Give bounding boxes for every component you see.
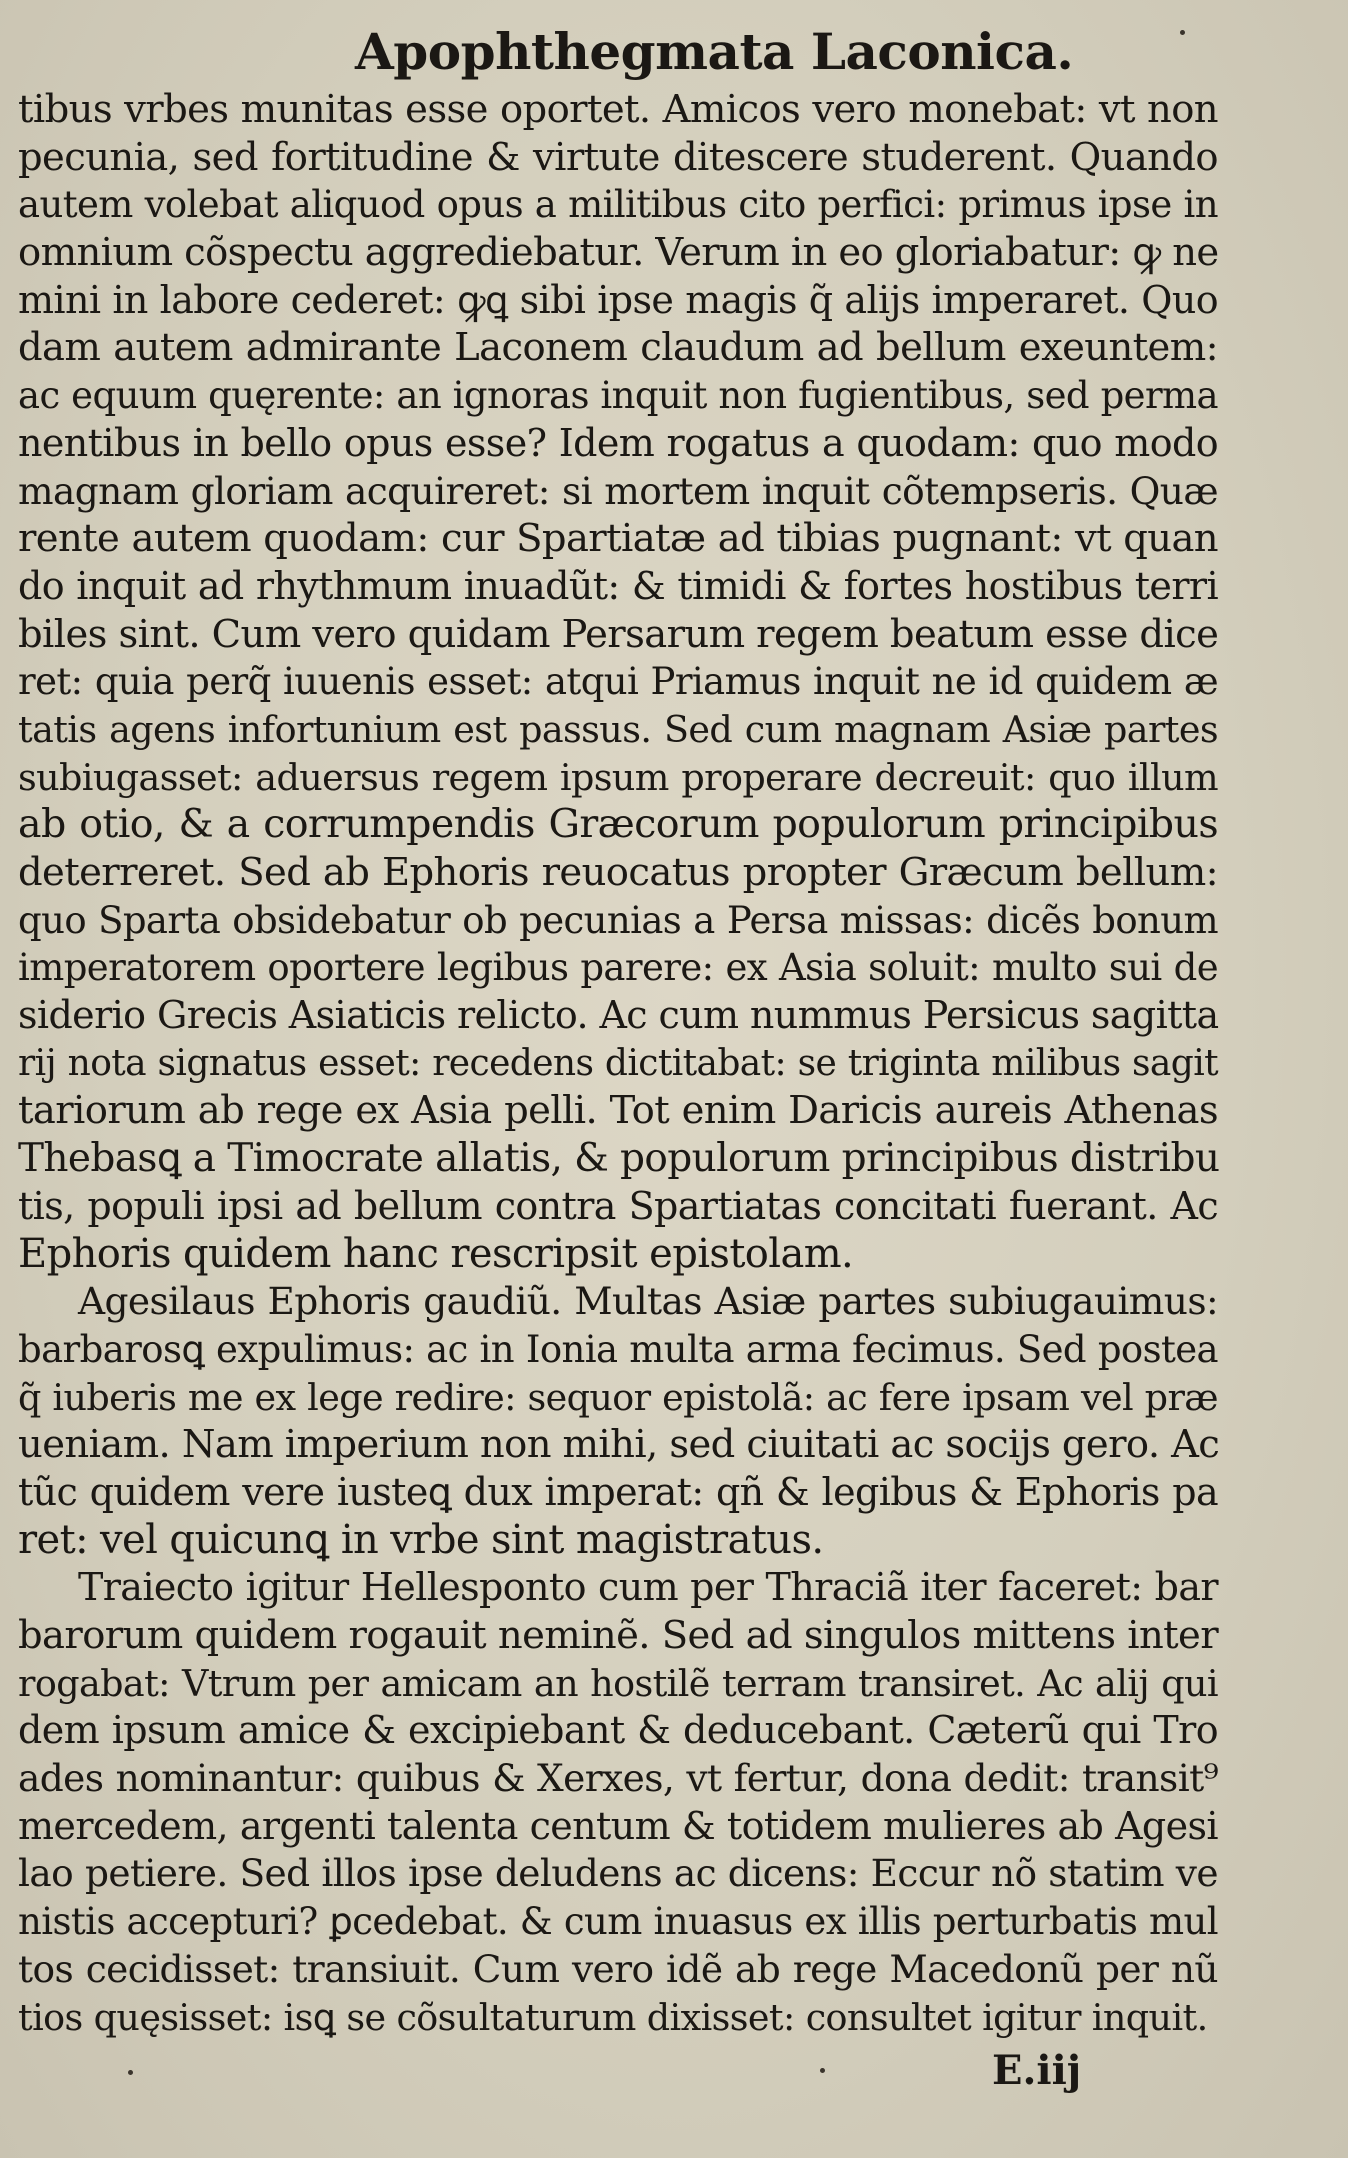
text-line: rogabat: Vtrum per amicam an hostilẽ terram transiret. Ac alij qui [18, 1661, 1218, 1705]
text-line: tos cecidisset: transiuit. Cum vero idẽ ab rege Macedonũ per nũ [18, 1946, 1218, 1991]
text-line: magnam gloriam acquireret: si mortem inquit cõtempseris. Quæ [18, 468, 1218, 513]
text-line: ab otio, & a corrumpendis Græcorum populorum principibus [18, 801, 1218, 848]
text-line: barbarosꝗ expulimus: ac in Ionia multa arma fecimus. Sed postea [18, 1327, 1218, 1371]
text-line: biles sint. Cum vero quidam Persarum regem beatum esse dice [18, 611, 1219, 657]
text-line: deterreret. Sed ab Ephoris reuocatus propter Græcum bellum: [18, 850, 1218, 895]
ink-speck [820, 2068, 825, 2073]
text-line: ac equum quęrente: an ignoras inquit non fugientibus, sed perma [18, 374, 1218, 418]
text-line: dam autem admirante Laconem claudum ad bellum exeuntem: [18, 325, 1218, 371]
text-line: rij nota signatus esset: recedens dictitabat: se triginta milibus sagit [18, 1042, 1218, 1084]
text-line: nistis accepturi? ꝑcedebat. & cum inuasus ex illis perturbatis mul [18, 1900, 1218, 1944]
text-line: q̃ iuberis me ex lege redire: sequor epistolã: ac fere ipsam vel præ [18, 1375, 1218, 1419]
text-line: ades nominantur: quibus & Xerxes, vt fertur, dona dedit: transit⁹ [18, 1756, 1218, 1801]
text-line: rente autem quodam: cur Spartiatæ ad tibias pugnant: vt quan [18, 516, 1218, 562]
text-line: subiugasset: aduersus regem ipsum properare decreuit: quo illum [18, 755, 1218, 799]
text-line: pecunia, sed fortitudine & virtute ditescere studerent. Quando [18, 134, 1218, 180]
text-line: lao petiere. Sed illos ipse deludens ac dicens: Eccur nõ statim ve [18, 1851, 1218, 1896]
text-line: autem volebat aliquod opus a militibus cito perfici: primus ipse in [18, 183, 1218, 227]
ink-speck [1180, 30, 1185, 35]
text-line: tibus vrbes munitas esse oportet. Amicos vero monebat: vt non [18, 87, 1218, 132]
text-line: Thebasꝗ a Timocrate allatis, & populorum principibus distribu [18, 1136, 1220, 1182]
text-line: tatis agens infortunium est passus. Sed cum magnam Asiæ partes [18, 707, 1218, 751]
text-line: dem ipsum amice & excipiebant & deducebant. Cæterũ qui Tro [18, 1708, 1218, 1753]
text-line: Ephoris quidem hanc rescripsit epistolam. [18, 1230, 854, 1277]
running-header: Apophthegmata Laconica. [355, 22, 1074, 81]
text-line: omnium cõspectu aggrediebatur. Verum in eo gloriabatur: ꝙ ne [18, 230, 1219, 276]
text-line: tis, populi ipsi ad bellum contra Spartiatas concitati fuerant. Ac [18, 1183, 1218, 1228]
text-line: barorum quidem rogauit neminẽ. Sed ad singulos mittens inter [18, 1613, 1218, 1658]
text-line: ret: quia perq̃ iuuenis esset: atqui Priamus inquit ne id quidem æ [18, 660, 1218, 704]
text-line: quo Sparta obsidebatur ob pecunias a Persa missas: dicẽs bonum [18, 898, 1218, 942]
text-line: siderio Grecis Asiaticis relicto. Ac cum nummus Persicus sagitta [18, 993, 1219, 1038]
text-line: Traiecto igitur Hellesponto cum per Thraciã iter faceret: bar [78, 1565, 1218, 1610]
ink-speck [128, 2070, 133, 2075]
body-text [18, 86, 1218, 2041]
signature-mark: E.iij [992, 2047, 1082, 2094]
text-line: tariorum ab rege ex Asia pelli. Tot enim Daricis aureis Athenas [18, 1088, 1218, 1134]
text-line: ueniam. Nam imperium non mihi, sed ciuitati ac socijs gero. Ac [18, 1422, 1220, 1468]
text-line: tũc quidem vere iusteꝗ dux imperat: qñ & legibus & Ephoris pa [18, 1469, 1218, 1514]
text-line: Agesilaus Ephoris gaudiũ. Multas Asiæ partes subiugauimus: [78, 1279, 1218, 1324]
text-line: ret: vel quicunꝗ in vrbe sint magistratus. [18, 1516, 824, 1563]
text-line: nentibus in bello opus esse? Idem rogatus a quodam: quo modo [18, 420, 1218, 465]
text-line: mercedem, argenti talenta centum & totidem mulieres ab Agesi [18, 1803, 1218, 1848]
text-line: tios quęsisset: isꝗ se cõsultaturum dixisset: consultet igitur inquit. [18, 1995, 1208, 2039]
text-line: mini in labore cederet: ꝙꝗ sibi ipse magis q̃ alijs imperaret. Quo [18, 277, 1218, 322]
text-line: do inquit ad rhythmum inuadũt: & timidi & fortes hostibus terri [18, 563, 1218, 608]
text-line: imperatorem oportere legibus parere: ex Asia soluit: multo sui de [18, 946, 1218, 990]
